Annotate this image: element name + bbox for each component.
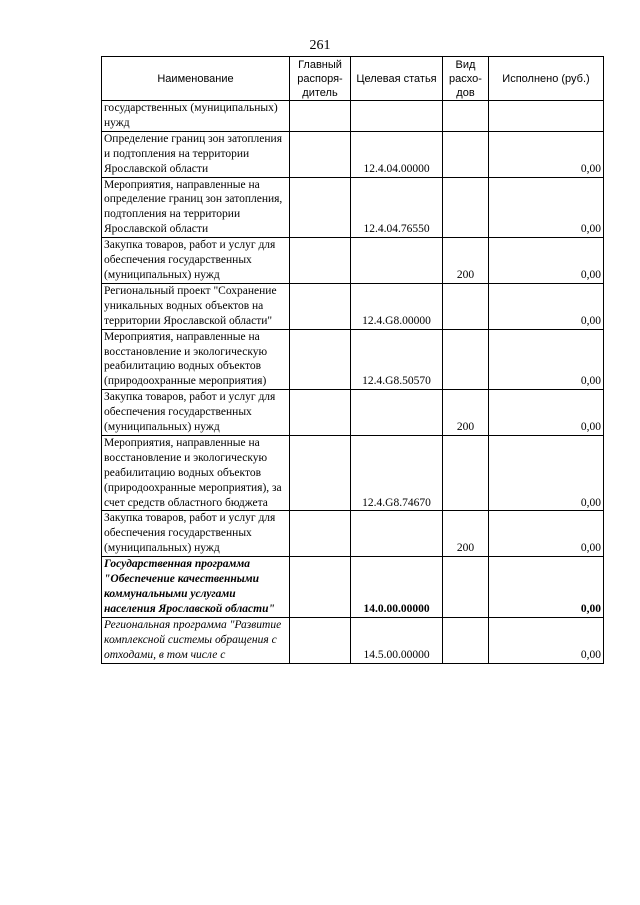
table-row [102, 511, 604, 557]
table-row [102, 177, 604, 238]
header-kind: Вид расхо-дов [443, 57, 489, 101]
table-row [102, 101, 604, 132]
row-target [351, 390, 443, 436]
row-name: Региональный проект "Сохранение уникальных водных объектов на территории Ярославской области" [102, 283, 290, 329]
row-kind [443, 131, 489, 177]
row-kind: 200 [443, 511, 489, 557]
row-kind [443, 329, 489, 390]
row-kind: 200 [443, 238, 489, 284]
row-kind [443, 617, 489, 663]
row-admin [290, 238, 351, 284]
row-name: Определение границ зон затопления и подтопления на территории Ярославской области [102, 131, 290, 177]
row-admin [290, 617, 351, 663]
row-kind [443, 557, 489, 618]
row-admin [290, 557, 351, 618]
row-target [351, 511, 443, 557]
row-kind [443, 283, 489, 329]
row-name: Региональная программа "Развитие комплексной системы обращения с отходами, в том числе с [102, 617, 290, 663]
row-name: Государственная программа "Обеспечение качественными коммунальными услугами населения Ярославской области" [102, 557, 290, 618]
row-kind [443, 435, 489, 511]
row-amount: 0,00 [489, 511, 604, 557]
header-target: Целевая статья [351, 57, 443, 101]
row-target: 12.4.G8.00000 [351, 283, 443, 329]
row-target: 12.4.04.76550 [351, 177, 443, 238]
table-header-row [102, 57, 604, 101]
row-admin [290, 131, 351, 177]
budget-execution-table [101, 56, 604, 664]
row-admin [290, 177, 351, 238]
row-target: 12.4.G8.50570 [351, 329, 443, 390]
row-amount: 0,00 [489, 329, 604, 390]
row-name: Закупка товаров, работ и услуг для обеспечения государственных (муниципальных) нужд [102, 511, 290, 557]
row-admin [290, 390, 351, 436]
row-target: 12.4.G8.74670 [351, 435, 443, 511]
row-amount: 0,00 [489, 435, 604, 511]
row-amount: 0,00 [489, 283, 604, 329]
row-admin [290, 101, 351, 132]
row-amount: 0,00 [489, 131, 604, 177]
row-amount: 0,00 [489, 390, 604, 436]
row-amount [489, 101, 604, 132]
header-amount: Исполнено (руб.) [489, 57, 604, 101]
row-amount: 0,00 [489, 617, 604, 663]
row-kind: 200 [443, 390, 489, 436]
table-row-program [102, 557, 604, 618]
row-target [351, 101, 443, 132]
row-name: Закупка товаров, работ и услуг для обеспечения государственных (муниципальных) нужд [102, 390, 290, 436]
row-amount: 0,00 [489, 557, 604, 618]
row-admin [290, 329, 351, 390]
table-row [102, 390, 604, 436]
row-name: Мероприятия, направленные на определение границ зон затопления, подтопления на территории Ярославской области [102, 177, 290, 238]
header-admin: Главный распоря-дитель [290, 57, 351, 101]
row-kind [443, 101, 489, 132]
row-admin [290, 435, 351, 511]
row-target: 14.5.00.00000 [351, 617, 443, 663]
row-target: 14.0.00.00000 [351, 557, 443, 618]
row-kind [443, 177, 489, 238]
row-admin [290, 283, 351, 329]
row-amount: 0,00 [489, 177, 604, 238]
table-row [102, 329, 604, 390]
table-row [102, 238, 604, 284]
table-row [102, 283, 604, 329]
table-row [102, 435, 604, 511]
page-number: 261 [309, 38, 331, 53]
row-amount: 0,00 [489, 238, 604, 284]
table-row [102, 131, 604, 177]
row-target: 12.4.04.00000 [351, 131, 443, 177]
header-name: Наименование [102, 57, 290, 101]
row-name: государственных (муниципальных) нужд [102, 101, 290, 132]
row-name: Мероприятия, направленные на восстановление и экологическую реабилитацию водных объектов (природоохранные мероприятия) [102, 329, 290, 390]
row-target [351, 238, 443, 284]
row-name: Мероприятия, направленные на восстановление и экологическую реабилитацию водных объектов (природоохранные мероприятия), за счет средств областного бюджета [102, 435, 290, 511]
table-row-subprogram [102, 617, 604, 663]
row-name: Закупка товаров, работ и услуг для обеспечения государственных (муниципальных) нужд [102, 238, 290, 284]
row-admin [290, 511, 351, 557]
